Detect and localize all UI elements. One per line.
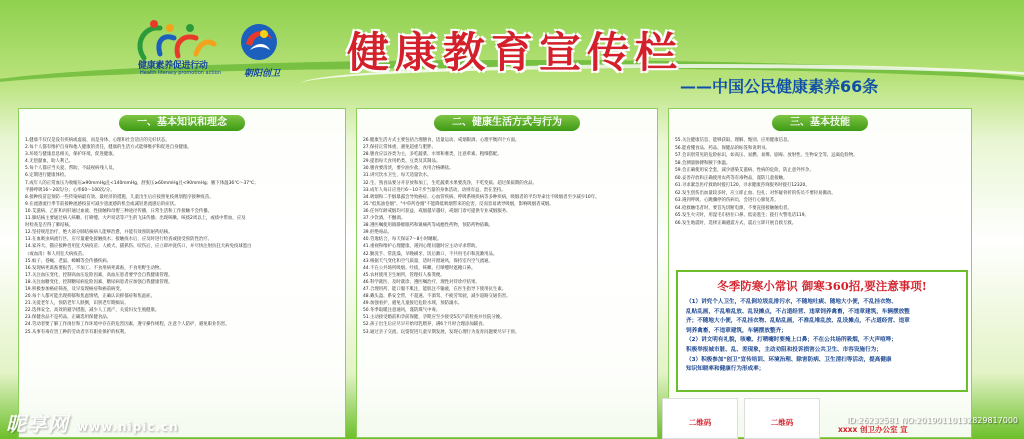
notice-line: （3）积极参加"创卫"宣传培训、环境治理、除害防病、卫生清扫等活动，提高健康: [686, 356, 892, 363]
list-item: 40.劳逸结合，每天保证7～8小时睡眠。: [363, 237, 442, 243]
list-item: 56.能看懂食品、药品、保健品的标签和说明书。: [675, 145, 770, 151]
list-item: 7.成年人的正常血压为收缩压≥90mmHg且<140mmHg，舒张压≥60mmHg且<90mmHg；腋下体温36℃～37℃；: [25, 180, 259, 186]
list-item: 66.发生地震时，选择正确避震方式，震后立即开展自救互救。: [675, 220, 797, 226]
notice-line: 齐；不随地大小便，不乱挂衣物、乱贴乱画，不准乱堆乱放、乱设摊点，不占道经营、违章: [686, 318, 910, 325]
list-item: 42.勤洗手、常洗澡、早晚刷牙、饭后漱口，不共用毛巾和洗漱用品。: [363, 251, 498, 257]
list-item: 34.吸烟和二手烟暴露会导致癌症、心血管疾病、呼吸系统疾病等多种疾病，吸烟者的平均寿命比不吸烟者至少减少10年。: [363, 194, 600, 200]
section-heading: 二、健康生活方式与行为: [434, 115, 580, 131]
list-item: 53.通过亲子交流、玩耍促进儿童早期发展，发现心理行为发育问题要尽早干预。: [363, 329, 520, 335]
list-item: 21.关爱老年人，预防老年人跌倒，识别老年期痴呆。: [25, 301, 129, 307]
list-item: 26.健康生活方式主要包括合理膳食、适量运动、戒烟限酒、心理平衡四个方面。: [363, 138, 520, 143]
header: [0, 0, 1024, 100]
qr-label: 二维码: [770, 418, 794, 427]
list-item: 62.发生创伤出血量较多时，应立即止血、包扎；对怀疑骨折的伤员不要轻易搬动。: [675, 190, 836, 196]
section-heading: 一、基本知识和理念: [119, 115, 245, 131]
sub-title: ——中国公民健康素养66条: [680, 77, 879, 96]
list-item: 4.无偿献血，助人利己。: [25, 159, 74, 165]
list-item: 平静呼吸16～20次/分；心率60～100次/分。: [25, 187, 115, 193]
list-item: 11.肺结核主要通过病人咳嗽、打喷嚏、大声说话等产生的飞沫传播；出现咳嗽、咳痰2周以上，或痰中带血，应及: [25, 216, 246, 222]
list-item: 时检查是否得了肺结核。: [25, 223, 74, 229]
qr-code-placeholder: [744, 398, 820, 439]
list-item: 12.坚持规范治疗，绝大部分肺结核病人能够治愈，并能有效预防耐药结核。: [25, 230, 173, 236]
notice-title: 冬季防寒小常识 御寒360招,要注意事项!: [717, 279, 927, 293]
list-item: 43.根据天气变化和空气质量，适时开窗通风，保持室内空气流通。: [363, 258, 493, 264]
list-item: 28.膳食应以谷类为主，多吃蔬菜、水果和薯类，注意荤素、粗细搭配。: [363, 152, 502, 158]
chaoyang-logo: [238, 20, 280, 64]
list-item: 63.遇到呼吸、心跳骤停的伤病员，会进行心肺复苏。: [675, 198, 779, 203]
list-item: 16.发现病死禽畜要报告，不加工、不食用病死禽畜，不食用野生动物。: [25, 265, 164, 271]
list-item: 17.关注血压变化，控制高血压危险因素，高血压患者要学会自我健康管理。: [25, 272, 173, 278]
list-item: 3.环境与健康息息相关，保护环境，促进健康。: [25, 152, 118, 158]
list-item: 13.在血吸虫病流行区，应尽量避免接触疫水；接触疫水后，应及时进行检查或接受预防性治疗。: [25, 237, 213, 243]
notice-line: 乱贴乱画，不乱堆乱放、乱设摊点，不占道经营、违章饲养禽畜，不违章建筑，车辆摆放整: [686, 308, 910, 315]
list-item: 60.妥善存放和正确使用农药等有毒物品，谨防儿童接触。: [675, 175, 788, 181]
list-item: 41.重视和维护心理健康，遇到心理问题时应主动寻求帮助。: [363, 244, 480, 250]
list-item: 25.从事有毒有害工种的劳动者享有职业保护的权利。: [25, 329, 129, 335]
notice-line: 积极举报城市脏、乱、差现象，主动劝阻和投诉损害公共卫生、市容设施行为；: [686, 346, 882, 353]
list-item: 30.膳食要清淡，要少油少盐，食用合格碘盐。: [363, 166, 454, 172]
list-item: 65.发生火灾时，用湿毛巾捂住口鼻、低姿逃生；拨打火警电话119。: [675, 213, 809, 218]
list-item: 9.在流感流行季节前接种流感疫苗可减少患流感的机会或减轻患流感后的症状。: [25, 201, 179, 207]
list-item: 51.主动接受婚前和孕前保健，孕期应至少接受5次产前检查并住院分娩。: [363, 315, 505, 321]
notice-line: 知识知晓率和健康行为形成率；: [686, 366, 765, 373]
list-item: 33.成年人每日应进行6～10千步当量的身体活动，动则有益，贵在坚持。: [363, 187, 506, 193]
list-item: 64.抢救触电者时，要首先切断电源，不要直接接触触电者。: [675, 205, 792, 211]
list-item: （或血清）和人用狂犬病疫苗。: [25, 251, 87, 257]
list-item: 29.提倡每天食用奶类、豆类及其制品。: [363, 159, 441, 165]
list-item: 37.少饮酒，不酗酒。: [363, 216, 406, 222]
list-item: 59.会正确使用安全套，减少感染艾滋病、性病的危险，防止意外怀孕。: [675, 168, 814, 173]
list-item: 23.保健食品不是药品，正确选用保健食品。: [25, 315, 112, 321]
logo1-subtext: Health literacy promotion action: [140, 70, 221, 76]
qr-label: 二维码: [688, 418, 712, 427]
watermark-text: 昵享网: [6, 412, 69, 436]
winter-notice-box: [676, 270, 968, 392]
notice-body: [686, 298, 960, 375]
list-item: 57.会识别常见的危险标识，如高压、易燃、易爆、剧毒、放射性、生物安全等，远离危险物。: [675, 153, 858, 158]
main-title: 健康教育宣传栏: [346, 28, 683, 77]
list-item: 6.定期进行健康体检。: [25, 173, 69, 179]
list-item: 10.艾滋病、乙肝和丙肝通过血液、性接触和母婴三种途径传播，日常生活和工作接触不会传播。: [25, 208, 213, 214]
section-heading: 三、基本技能: [772, 115, 868, 131]
watermark-domain: www.nipic.cn: [76, 420, 179, 434]
list-item: 32.生、熟食品要分开存放和加工，生吃蔬菜水果要洗净，不吃变质、超过保质期的食品。: [363, 180, 537, 186]
list-item: 24.劳动者要了解工作岗位和工作环境中存在的危害因素，遵守操作规程，注意个人防护，避免职业伤害。: [25, 322, 230, 328]
section-healthy-lifestyle: [356, 108, 658, 438]
list-item: 50.冬季取暖注意通风，谨防煤气中毒。: [363, 308, 441, 314]
list-item: 36.任何年龄戒烟均可获益，戒烟越早越好，戒烟门诊可提供专业戒烟服务。: [363, 208, 511, 214]
list-item: 47.合理用药，能口服不肌注，能肌注不输液，在医生指导下使用抗生素。: [363, 286, 507, 292]
list-item: 1.健康不仅仅是没有疾病或虚弱，而是身体、心理和社会适应的完好状态。: [25, 138, 170, 143]
qr-code-placeholder: [662, 398, 738, 439]
list-item: 2.每个人都有维护自身和他人健康的责任，健康的生活方式能够维护和促进自身健康。: [25, 145, 192, 151]
watermark-logo: [6, 408, 179, 437]
list-item: 44.不在公共场所吸烟、吐痰，咳嗽、打喷嚏时遮掩口鼻。: [363, 265, 476, 271]
list-item: 58.会测量脉搏和腋下体温。: [675, 160, 731, 166]
office-credit: xxxx 创卫办公室 宣: [838, 425, 908, 434]
list-item: 61.寻求紧急医疗救助时拨打120，寻求健康咨询服务时拨打12320。: [675, 183, 810, 188]
list-item: 38.遵医嘱使用镇静催眠药和镇痛药等成瘾性药物，预防药物依赖。: [363, 223, 493, 229]
logo2-text: 朝阳创卫: [244, 69, 281, 79]
list-item: 49.加强看护，避免儿童接近危险水域，预防溺水。: [363, 301, 463, 307]
list-item: 14.家养犬、猫应接种兽用狂犬病疫苗；人被犬、猫抓伤、咬伤后，应立即冲洗伤口，并尽快注射抗狂犬病免疫球蛋白: [25, 244, 252, 250]
logo1-text: 健康素养促进行动: [138, 61, 208, 71]
list-item: 15.蚊子、苍蝇、老鼠、蟑螂等会传播疾病。: [25, 258, 112, 264]
list-item: 5.每个人都应当关爱、帮助、不歧视病残人员。: [25, 166, 118, 172]
list-item: 45.农村使用卫生厕所，管理好人畜粪便。: [363, 272, 445, 278]
notice-line: 饲养禽畜，不违章建筑，车辆摆放整齐；: [686, 327, 787, 334]
section-list: [25, 137, 339, 336]
section-list: [363, 137, 651, 336]
list-item: 8.接种疫苗是预防一些传染病最有效、最经济的措施，儿童出生后应按照免疫规划程序接种疫苗。: [25, 194, 214, 200]
list-item: 31.讲究饮水卫生，每天适量饮水。: [363, 173, 432, 179]
list-item: 22.选择安全、高效的避孕措施，减少人工流产，关爱妇女生殖健康。: [25, 308, 160, 314]
list-item: 20.每个人都可能出现抑郁和焦虑情绪，正确认识抑郁症和焦虑症。: [25, 294, 155, 300]
list-item: 19.积极参加癌症筛查，及早发现癌症和癌前病变。: [25, 286, 125, 292]
list-item: 52.孩子出生后应尽早开始母乳喂养，满6个月时合理添加辅食。: [363, 322, 487, 328]
list-item: 18.关注血糖变化，控制糖尿病危险因素，糖尿病患者应加强自我健康管理。: [25, 279, 173, 285]
watermark-id: ID:26232581 NO:20190110132829817000: [846, 416, 1018, 425]
list-item: 27.保持正常体重，避免超重与肥胖。: [363, 145, 436, 151]
section-basic-knowledge: [18, 108, 346, 438]
section-list: [675, 137, 965, 227]
list-item: 39.拒绝毒品。: [363, 230, 392, 236]
notice-line: （2）讲文明有礼貌，咳嗽、打喷嚏时要掩上口鼻；不在公共场所吸烟，不大声喧哗；: [686, 337, 897, 344]
list-item: 55.关注健康信息，能够获取、理解、甄别、应用健康信息。: [675, 138, 792, 143]
list-item: 48.戴头盔、系安全带，不超速、不酒驾、不疲劳驾驶，减少道路交通伤害。: [363, 294, 511, 300]
list-item: 35."低焦油卷烟"、"中草药卷烟"不能降低吸烟带来的危害，反而容易诱导吸烟，影响吸烟者戒烟。: [363, 201, 554, 207]
list-item: 46.科学就医，及时就诊，遵医嘱治疗，理性对待诊疗结果。: [363, 279, 480, 285]
notice-line: （1）讲究个人卫生，不乱倒垃圾乱排污水，不随地吐痰、随地大小便，不乱挂衣物、: [686, 299, 897, 305]
